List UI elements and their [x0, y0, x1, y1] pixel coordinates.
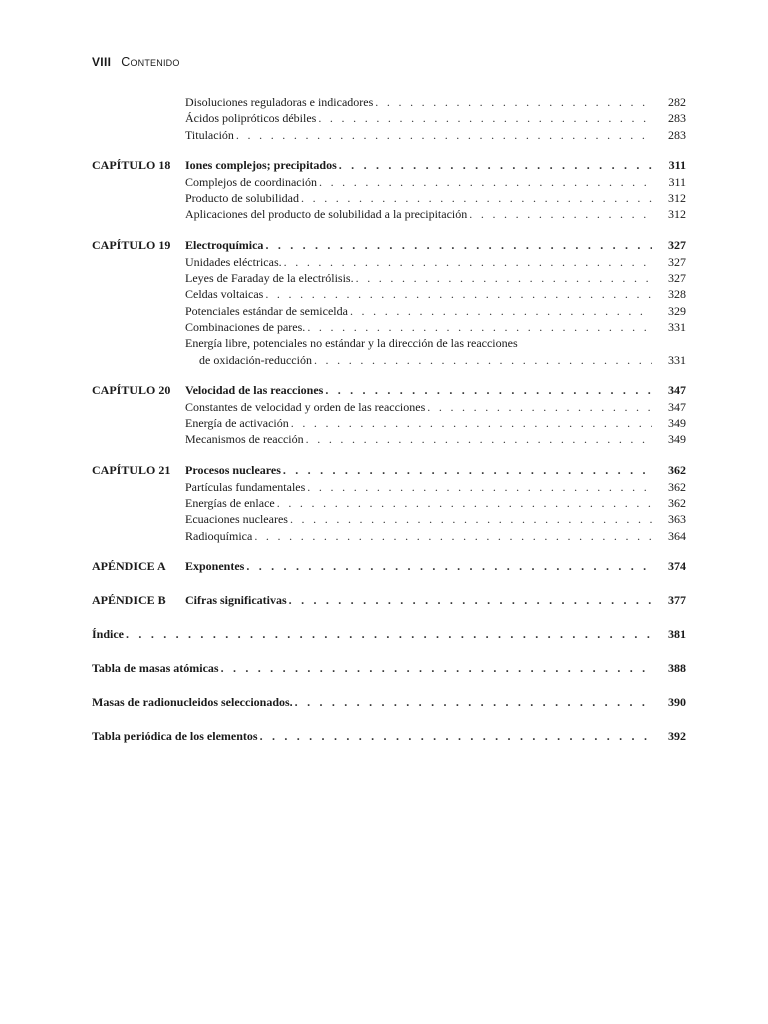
toc-endmatter-entry[interactable] — [92, 727, 686, 745]
toc-section-title: Potenciales estándar de semicelda — [185, 303, 348, 318]
toc-page-number: 364 — [668, 528, 686, 543]
toc-page-number: 377 — [668, 592, 686, 607]
toc-page-number: 381 — [668, 626, 686, 641]
dot-leader — [265, 286, 652, 302]
toc-page-number: 282 — [668, 95, 686, 109]
toc-endmatter-entry[interactable] — [92, 625, 686, 643]
toc-page-number: 392 — [668, 728, 686, 743]
toc-appendix-entry[interactable] — [92, 557, 686, 575]
dot-leader — [314, 352, 652, 368]
dot-leader — [283, 461, 652, 479]
toc-section-entry[interactable] — [92, 319, 686, 335]
toc-page-number: 312 — [668, 207, 686, 222]
toc-section-entry[interactable] — [92, 110, 686, 126]
toc-page-number: 311 — [668, 174, 686, 189]
toc-section-entry[interactable] — [92, 399, 686, 415]
dot-leader — [295, 693, 652, 711]
dot-leader — [427, 399, 652, 415]
chapter-title: Procesos nucleares — [185, 462, 281, 477]
dot-leader — [291, 415, 652, 431]
toc-page-number: 362 — [668, 479, 686, 494]
endmatter-title: Índice — [92, 626, 125, 641]
chapter-label: CAPÍTULO 18 — [92, 157, 171, 172]
dot-leader — [289, 591, 652, 609]
toc-endmatter-entry[interactable] — [92, 693, 686, 711]
dot-leader — [246, 557, 652, 575]
chapter-label: CAPÍTULO 20 — [92, 382, 171, 397]
toc-section-entry[interactable] — [92, 254, 686, 270]
toc-section-entry[interactable] — [92, 190, 686, 206]
toc-page-number: 349 — [668, 432, 686, 447]
toc-section-entry[interactable] — [92, 94, 686, 110]
dot-leader — [306, 431, 652, 447]
toc-section-title: de oxidación-reducción — [199, 352, 312, 367]
toc-section-title: Ácidos polipróticos débiles — [185, 111, 317, 126]
toc-section-title: Radioquímica — [185, 528, 253, 543]
toc-section-entry[interactable] — [92, 511, 686, 527]
toc-page-number: 329 — [668, 303, 686, 318]
chapter-label: CAPÍTULO 21 — [92, 462, 171, 477]
toc-page-number: 347 — [668, 382, 686, 397]
toc-page-number: 390 — [668, 694, 686, 709]
toc-chapter-entry[interactable] — [92, 236, 686, 254]
chapter-title: Iones complejos; precipitados — [185, 157, 337, 172]
toc-section-title: Aplicaciones del producto de solubilidad a la precipitación — [185, 207, 468, 222]
dot-leader — [319, 174, 652, 190]
toc-chapter-entry[interactable] — [92, 381, 686, 399]
toc-appendix-entry[interactable] — [92, 591, 686, 609]
dot-leader — [375, 94, 652, 110]
toc-section-title: Energías de enlace — [185, 496, 275, 511]
toc-chapter-entry[interactable] — [92, 461, 686, 479]
dot-leader — [277, 495, 652, 511]
running-section-title: Contenido — [121, 55, 180, 69]
toc-section-entry[interactable] — [92, 431, 686, 447]
toc-page-number: 331 — [668, 319, 686, 334]
toc-section-title: Energía de activación — [185, 416, 289, 431]
toc-section-entry[interactable] — [92, 270, 686, 286]
chapter-label: CAPÍTULO 19 — [92, 237, 171, 252]
toc-section-title: Leyes de Faraday de la electrólisis. — [185, 271, 354, 286]
page-number: VIII — [92, 55, 112, 69]
page-header — [92, 55, 180, 69]
toc-section-entry[interactable] — [92, 303, 686, 319]
dot-leader — [325, 381, 652, 399]
toc-section-entry[interactable] — [92, 206, 686, 222]
toc-page-number: 283 — [668, 127, 686, 142]
toc-page-number: 347 — [668, 399, 686, 414]
toc-page-number: 349 — [668, 416, 686, 431]
toc-section-title: Unidades eléctricas. — [185, 254, 282, 269]
toc-page-number: 327 — [668, 254, 686, 269]
toc-section-title: Complejos de coordinación — [185, 174, 317, 189]
toc-section-title: Combinaciones de pares. — [185, 319, 306, 334]
chapter-title: Velocidad de las reacciones — [185, 382, 324, 397]
endmatter-title: Masas de radionucleidos seleccionados. — [92, 694, 293, 709]
toc-page-number: 327 — [668, 271, 686, 286]
toc-section-entry[interactable] — [92, 286, 686, 302]
toc-section-entry[interactable] — [92, 479, 686, 495]
toc-section-entry[interactable] — [92, 127, 686, 143]
appendix-label: APÉNDICE A — [92, 558, 166, 573]
toc-page-number: 327 — [668, 237, 686, 252]
dot-leader — [260, 727, 652, 745]
dot-leader — [126, 625, 652, 643]
toc-section-entry[interactable] — [92, 415, 686, 431]
toc-section-entry-first-line[interactable]: Energía libre, potenciales no estándar y la dirección de las reacciones — [185, 336, 518, 351]
toc-section-entry[interactable] — [92, 528, 686, 544]
toc-section-title: Ecuaciones nucleares — [185, 512, 288, 527]
toc-section-title: Celdas voltaicas — [185, 287, 264, 302]
dot-leader — [307, 479, 652, 495]
toc-section-title: Partículas fundamentales — [185, 479, 306, 494]
toc-page-number: 362 — [668, 462, 686, 477]
toc-page-number: 363 — [668, 512, 686, 527]
toc-page-number: 362 — [668, 496, 686, 511]
dot-leader — [318, 110, 652, 126]
toc-page-number: 312 — [668, 191, 686, 206]
toc-endmatter-entry[interactable] — [92, 659, 686, 677]
dot-leader — [301, 190, 652, 206]
dot-leader — [221, 659, 652, 677]
endmatter-title: Tabla de masas atómicas — [92, 660, 219, 675]
dot-leader — [265, 236, 652, 254]
toc-section-title: Titulación — [185, 127, 234, 142]
dot-leader — [290, 511, 652, 527]
toc-page-number: 311 — [668, 157, 686, 172]
toc-section-entry-continuation[interactable] — [92, 352, 686, 368]
dot-leader — [236, 127, 652, 143]
dot-leader — [307, 319, 652, 335]
toc-section-title: Mecanismos de reacción — [185, 432, 304, 447]
dot-leader — [350, 303, 652, 319]
toc-page-number: 283 — [668, 111, 686, 126]
dot-leader — [339, 156, 652, 174]
dot-leader — [356, 270, 652, 286]
toc-section-title: Disoluciones reguladoras e indicadores — [185, 95, 374, 109]
dot-leader — [469, 206, 652, 222]
appendix-label: APÉNDICE B — [92, 592, 166, 607]
table-of-contents — [92, 94, 686, 745]
toc-page-number: 388 — [668, 660, 686, 675]
appendix-title: Cifras significativas — [185, 592, 287, 607]
toc-page-number: 331 — [668, 352, 686, 367]
toc-section-title: Constantes de velocidad y orden de las reacciones — [185, 399, 426, 414]
toc-page-number: 328 — [668, 287, 686, 302]
toc-page-number: 374 — [668, 558, 686, 573]
toc-section-title: Producto de solubilidad — [185, 191, 299, 206]
appendix-title: Exponentes — [185, 558, 245, 573]
toc-section-entry[interactable] — [92, 495, 686, 511]
dot-leader — [284, 254, 652, 270]
dot-leader — [254, 528, 652, 544]
toc-section-entry[interactable] — [92, 174, 686, 190]
endmatter-title: Tabla periódica de los elementos — [92, 728, 258, 743]
chapter-title: Electroquímica — [185, 237, 264, 252]
toc-chapter-entry[interactable] — [92, 156, 686, 174]
